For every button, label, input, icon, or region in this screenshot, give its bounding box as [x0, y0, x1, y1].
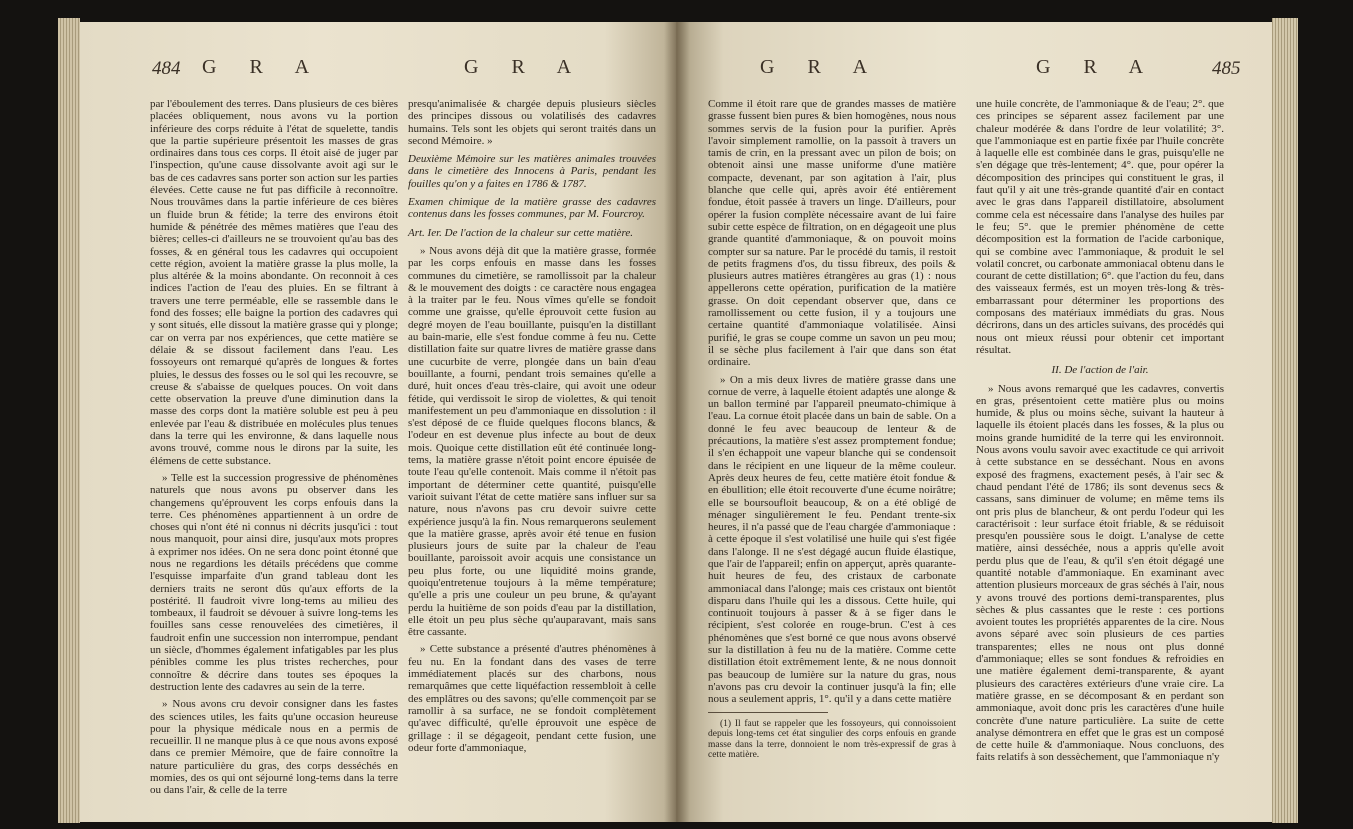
paragraph: » Nous avons déjà dit que la matière grasse, formée par les corps enfouis en masse dans les fosses communes du cimetière, se ramollissoit par la chaleur & le mouvement des doigts : ce caractère nous engagea à la traiter par le feu. Nous vîmes qu'elle se fondoit comme une graisse, qu'elle éprouvoit cette fusion au degré moyen de l'eau bouillante, puisqu'en la distillant au bain-marie, elle s'est fondue comme à feu nu. Cette distillation faite sur quatre livres de matière grasse dans une cucurbite de verre, plongée dans un bain d'eau bouillante, a fourni, pendant trois semaines qu'elle a duré, huit onces d'eau très-claire, qui avoit une odeur fétide, qui verdissoit le sirop de violettes, & qui tenoit manifestement un peu d'ammoniaque en dissolution : il s'est déposé de ce fluide quelques flocons blancs, & l'odeur en est devenue plus infecte au bout de deux mois. Quoique cette distillation eût été continuée long-tems, la matière grasse n'étoit point encore épuisée de toute l'eau qu'elle contenoit. Mais comme il n'étoit pas important de déterminer cette quantité, puisqu'elle varioit suivant l'état de cette matière sans influer sur sa nature, nous n'avons pas cru devoir suivre cette expérience jusqu'à la fin. Nous remarquerons seulement que la matière grasse, après avoir été tenue en fusion plusieurs jours de suite par la chaleur de l'eau bouillante, paroissoit avoir acquis une consistance un peu plus forte, ou une liquidité moins grande, quoiqu'entretenue toujours à la même température; qu'elle a pris une couleur un peu brune, & qu'ayant perdu la huitième de son poids d'eau par la distillation, elle étoit un peu plus sèche qu'auparavant, mais sans être cassante.: [408, 244, 656, 639]
page-edges-right: [1272, 18, 1298, 823]
page-edges-left: [58, 18, 80, 823]
left-page-column-1: [150, 98, 398, 802]
paragraph: par l'éboulement des terres. Dans plusieurs de ces bières placées obliquement, nous avons vu la portion inférieure des corps réduite à l'état de squelette, tandis que la partie supérieure présentoit les masses de gras ordinaires dans tous ces corps. Il étoit aisé de juger par l'inspection, qu'une cause dissolvante avoit agi sur le bas de ces cadavres sans porter son action sur les parties élevées. Cette cause ne fut pas difficile à reconnoître. Nous trouvâmes dans la partie inférieure de ces bières un fluide brun & fétide; la terre des environs étoit humide & pénétrée des mêmes matières que l'eau des bières; celles-ci d'ailleurs ne se trouvoient qu'au bas des fosses, & en général tous les cadavres qui occupoient cette région, avoient la matière grasse la plus molle, la plus altérée & la moins abondante. On reconnoit à ces indices l'action de l'eau des pluies. En se filtrant à travers une terre perméable, elle se rassemble dans le fond des fosses; elle baigne la portion des cadavres qui y sont situés, elle dissout la matière grasse qui y plonge; car on verra par nos expériences, que cette matière se délaie & se dissout facilement dans l'eau. Les fossoyeurs ont remarqué qu'après de longues & fortes pluies, le dessus des fosses ou le sol qui les recouvre, se creuse & s'abaisse de quelques pouces. On voit dans cette observation la preuve d'une diminution dans la masse des corps dont la matière soluble est peu à peu enlevée par l'eau & distribuée en molécules plus tenues dans la terre qui les environne, & dans laquelle nous avons trouvé, comme nous le dirons par la suite, les élémens de cette substance.: [150, 98, 398, 467]
right-page: [676, 22, 1272, 822]
book-gutter: [664, 22, 690, 822]
footnote-rule: [708, 712, 828, 713]
paragraph: » On a mis deux livres de matière grasse dans une cornue de verre, à laquelle étoient adaptés une alonge & un ballon terminé par l'appareil pneumato-chimique à l'eau. La cornue étoit placée dans un bain de sable. On a donné le feu avec beaucoup de lenteur & de précautions, la matière s'est assez promptement fondue; il s'en échappoit une vapeur blanche qui se condensoit dans le récipient en une liqueur de la même couleur. Après deux heures de feu, cette matière étoit fondue & en ébullition; elle étoit recouverte d'une écume noirâtre; elle se boursoufloit beaucoup, & on a été obligé de ménager singulièrement le feu. Pendant trente-six heures, il n'a passé que de l'eau chargée d'ammoniaque : à cette époque il s'est volatilisé une huile qui s'est figée dans l'alonge. Il ne s'est dégagé aucun fluide élastique, que l'air de l'appareil; enfin on apperçut, après quarante-huit heures de feu, des cristaux de carbonate ammoniacal dans l'alonge; mais ces cristaux ont bientôt disparu dans l'huile qui les a dissous. Cette huile, qui continuoit toujours à passer & à se figer dans le récipient, s'est colorée en rouge-brun. C'est à ces phénomènes que s'est borné ce que nous avons observé sur la distillation à feu nu de la matière. Comme cette distillation étoit extrêmement lente, & ne nous donnoit pas beaucoup de lumière sur la nature du gras, nous n'avons pas cru devoir la continuer jusqu'à la fin; elle nous a seulement appris, 1°. qu'il y a dans cette matière: [708, 373, 956, 706]
running-header-left-col2: G R A: [464, 56, 586, 78]
article-heading: Art. Ier. De l'action de la chaleur sur cette matière.: [408, 226, 633, 239]
section-title: Examen chimique de la matière grasse des cadavres contenus dans les fosses communes, par M. Fourcroy.: [408, 196, 656, 221]
running-header-right-col1: G R A: [760, 56, 882, 78]
paragraph: » Cette substance a présenté d'autres phénomènes à feu nu. En la fondant dans des vases de terre immédiatement placés sur des charbons, nous remarquâmes que cette liquéfaction ressembloit à celle des emplâtres ou des savons; qu'elle commençoit par se ramollir à sa surface, ne se fondoit complètement qu'avec difficulté, qu'elle éprouvoit une espèce de grillage : il se dégageoit, pendant cette fusion, une odeur forte d'ammoniaque,: [408, 643, 656, 754]
paragraph: » Nous avons cru devoir consigner dans les fastes des sciences utiles, les faits qu'une occasion heureuse pour la physique médicale nous en a permis de recueillir. Il ne manque plus à ce que nous avons exposé dans ce premier Mémoire, que de faire connoître la nature particulière du gras, des corps desséchés en momies, des os qui ont séjourné long-tems dans la terre ou dans l'air, & celle de la terre: [150, 698, 398, 797]
paragraph: Comme il étoit rare que de grandes masses de matière grasse fussent bien pures & bien homogènes, nous nous sommes servis de la fusion pour la purifier. Après l'avoir simplement ramollie, on la passoit à travers un tamis de crin, en la pressant avec un pilon de bois; on obtenoit ainsi une masse uniforme d'une matière compacte, devenant, par son agitation à l'air, plus blanche que celle qui, après avoir été entièrement fondue, étoit passée à travers un linge. D'ailleurs, pour opérer la fusion complète nécessaire avant de lui faire subir cette espèce de filtration, on en dégageoit une plus grande quantité d'ammoniaque, & on pouvoit moins compter sur sa nature. Par le procédé du tamis, il restoit de petits fragmens d'os, du tissu fibreux, des poils & plusieurs autres matières étrangères au gras (1) : nous appellerons cette opération, purification de la matière grasse. On doit cependant observer que, dans ce ramollissement ou cette fusion, il y a toujours une certaine quantité d'ammoniaque volatilisée. Ainsi purifié, le gras se coupe comme un savon un peu mou; il se sèche plus facilement à l'air que dans son état ordinaire.: [708, 98, 956, 369]
paragraph: » Nous avons remarqué que les cadavres, convertis en gras, présentoient cette matière plus ou moins humide, & plus ou moins sèche, suivant la hauteur à laquelle ils étoient placés dans les fosses, & la plus ou moins grande humidité de la terre qui les environnoit. Nous avons voulu savoir avec exactitude ce qui arrivoit à cette substance en se desséchant. Nous en avons exposé des fragmens, exactement pesés, à l'air sec & chaud pendant l'été de 1786; ils sont devenus secs & cassans, sans diminuer de volume; en même tems ils ont pris plus de blancheur, & ont perdu l'odeur qui les caractérisoit : leur surface étoit friable, & se réduisoit presqu'en poussière sous le doigt. L'analyse de cette matière, ainsi desséchée, nous a appris qu'elle avoit perdu plus que de l'eau, & qu'il s'en étoit dégagé une quantité notable d'ammoniaque. En examinant avec attention plusieurs morceaux de gras séchés à l'air, nous y avons trouvé des portions demi-transparentes, plus sèches & plus cassantes que le reste : ces portions avoient toutes les propriétés apparentes de la cire. Nous avons séparé avec soin plusieurs de ces parties transparentes; elles ne nous ont plus donné d'ammoniaque; elles se sont fondues & refroidies en une matière également demi-transparente, & ayant plusieurs des caractères extérieurs d'une vraie cire. La matière grasse, en se décomposant & en perdant son ammoniaque, avoit donc pris les caractères d'une huile concrète d'une nature particulière. La suite de cette analyse démontrera en effet que le gras est un composé de cette huile & d'ammoniaque. Nous concluons, des faits relatifs à son dessèchement, que l'ammoniaque n'y: [976, 382, 1224, 764]
left-page: [80, 22, 676, 822]
running-header-right-col2: G R A: [1036, 56, 1158, 78]
paragraph: une huile concrète, de l'ammoniaque & de l'eau; 2°. que ces principes se séparent assez facilement par une chaleur modérée & dans l'ordre de leur volatilité; 3°. que l'ammoniaque est en partie fixée par l'huile concrète à laquelle elle est combinée dans le gras, puisqu'elle ne s'en dégage que très-lentement; 4°. que, pour opérer la décomposition des principes qui constituent le gras, il faut qu'il y ait une très-grande quantité d'air en contact avec le gras dans l'appareil distillatoire, absolument comme cela est nécessaire dans l'analyse des huiles par le feu; 5°. que le premier phénomène de cette décomposition est la formation de l'acide carbonique, qui se combine avec l'ammoniaque, & produit le sel volatil concret, ou carbonate ammoniacal obtenu dans le courant de cette distillation; 6°. que l'action du feu, dans des vaisseaux fermés, est un moyen très-long & très-embarrassant pour déterminer les proportions des composans des matériaux immédiats du gras. Nous décrirons, dans un des articles suivans, des procédés qui nous ont mieux réussi pour obtenir cet important résultat.: [976, 98, 1225, 356]
right-page-column-1: [708, 98, 956, 766]
running-header-left-col1: G R A: [202, 56, 324, 78]
left-page-column-2: [408, 98, 656, 759]
page-number-right: 485: [1212, 58, 1241, 79]
paragraph: » Telle est la succession progressive de phénomènes naturels que nous avons pu observer dans les changemens qu'éprouvent les corps enfouis dans la terre. Ces phénomènes appartiennent à un ordre de choses qui n'ont été ni connus ni décrits jusqu'ici : tout nous manquoit, pour ainsi dire, jusqu'aux mots propres à exprimer nos idées. On ne sera donc point étonné que nous ne regardions les détails précédens que comme l'esquisse imparfaite d'un grand tableau dont les derniers traits ne seront dûs qu'aux efforts de la postérité. Il faudroit vivre long-tems au milieu des tombeaux, il faudroit se dévouer à suivre long-tems les fouilles sans cesse renouvelées des cimetières, il faudroit enfin une succession non interrompue, pendant un siècle, d'hommes également infatigables par les plus pénibles comme les plus tristes recherches, pour connoître & décrire dans toutes ses époques la destruction lente des cadavres au sein de la terre.: [150, 471, 398, 693]
right-page-column-2: [976, 98, 1224, 769]
memoir-title: Deuxième Mémoire sur les matières animales trouvées dans le cimetière des Innocens à Paris, pendant les fouilles qu'on y a faites en 1786 & 1787.: [408, 153, 656, 190]
paragraph: presqu'animalisée & chargée depuis plusieurs siècles des principes dissous ou volatilisés des cadavres humains. Tels sont les objets qui seront traités dans un second Mémoire. »: [408, 98, 656, 147]
section-heading: II. De l'action de l'air.: [1051, 364, 1149, 377]
page-number-left: 484: [152, 58, 181, 79]
footnote: (1) Il faut se rappeler que les fossoyeurs, qui connoissoient depuis long-tems cet état singulier des corps enfouis en grande masse dans la terre, donnoient le nom très-expressif de gras à cette matière.: [708, 718, 956, 761]
